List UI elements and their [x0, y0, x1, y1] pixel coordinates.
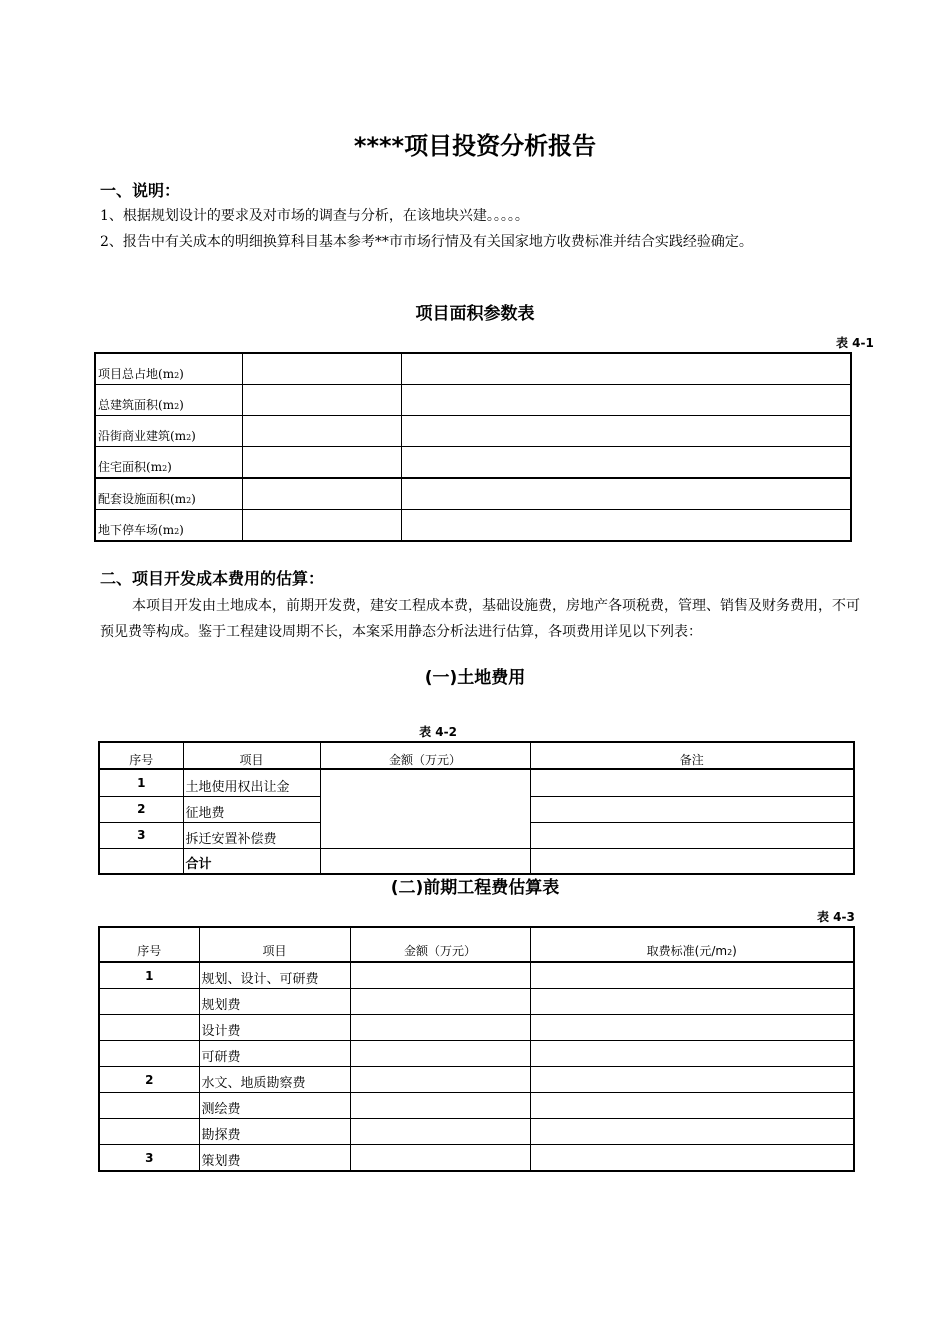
value-cell[interactable]	[243, 353, 402, 385]
table-4-1-caption: 项目面积参数表	[415, 304, 535, 324]
label-text: 项目总占地(	[98, 367, 163, 381]
label-text: 住宅面积(	[98, 460, 151, 474]
table-row	[99, 1119, 854, 1145]
row-item-total: 合计	[183, 848, 320, 874]
table-row	[95, 447, 851, 479]
table-row	[95, 510, 851, 542]
value-cell[interactable]	[243, 385, 402, 416]
amount-cell[interactable]	[350, 1093, 530, 1119]
amount-cell[interactable]	[350, 1145, 530, 1172]
table-4-2-caption: (一)土地费用	[424, 668, 526, 688]
paren-close: )	[179, 398, 184, 412]
row-no: 1	[99, 769, 183, 796]
row-item: 拆迁安置补偿费	[183, 822, 320, 848]
table-4-3-number: 表 4-3	[817, 910, 855, 924]
header-item: 项目	[199, 927, 350, 962]
row-no	[99, 1093, 199, 1119]
value-cell[interactable]	[243, 510, 402, 542]
table-row	[95, 353, 851, 385]
paren-close: )	[732, 944, 737, 958]
table-row	[99, 1015, 854, 1041]
note-cell[interactable]	[402, 416, 852, 447]
fee-standard-cell[interactable]	[530, 1093, 854, 1119]
unit-text: m	[162, 523, 175, 537]
header-remark: 备注	[530, 742, 854, 769]
label-text: 总建筑面积(	[98, 398, 163, 412]
header-no: 序号	[99, 927, 199, 962]
fee-standard-cell[interactable]	[530, 1145, 854, 1172]
header-amount: 金额（万元）	[320, 742, 530, 769]
row-label	[95, 478, 243, 510]
row-item: 征地费	[183, 796, 320, 822]
label-text: 配套设施面积(	[98, 492, 175, 506]
row-label	[95, 510, 243, 542]
table-4-2-number: 表 4-2	[419, 725, 457, 739]
row-item: 策划费	[199, 1145, 350, 1172]
description-item-1: 1、根据规划设计的要求及对市场的调查与分析，在该地块兴建。。。。。	[100, 208, 529, 224]
row-item: 设计费	[199, 1015, 350, 1041]
label-text: 地下停车场(	[98, 523, 163, 537]
amount-cell[interactable]	[350, 1041, 530, 1067]
table-row	[99, 1093, 854, 1119]
row-no: 2	[99, 796, 183, 822]
unit-subscript: 2	[186, 496, 192, 505]
amount-cell[interactable]	[350, 962, 530, 989]
amount-cell[interactable]	[350, 989, 530, 1015]
table-header-row	[99, 742, 854, 769]
unit-subscript: 2	[174, 527, 180, 536]
row-no: 3	[99, 1145, 199, 1172]
row-label	[95, 447, 243, 479]
unit-subscript: 2	[174, 371, 180, 380]
fee-standard-cell[interactable]	[530, 989, 854, 1015]
value-cell[interactable]	[243, 416, 402, 447]
row-item: 水文、地质勘察费	[199, 1067, 350, 1093]
fee-standard-cell[interactable]	[530, 1041, 854, 1067]
header-fee-standard	[530, 927, 854, 962]
unit-subscript: 2	[174, 402, 180, 411]
note-cell[interactable]	[402, 478, 852, 510]
table-row	[95, 478, 851, 510]
row-item: 可研费	[199, 1041, 350, 1067]
row-no	[99, 848, 183, 874]
row-label	[95, 385, 243, 416]
section-heading-cost-estimate: 二、项目开发成本费用的估算：	[100, 569, 325, 588]
section-heading-description: 一、说明：	[100, 181, 181, 200]
fee-standard-cell[interactable]	[530, 1067, 854, 1093]
cost-estimate-paragraph: 本项目开发由土地成本，前期开发费，建安工程成本费，基础设施费，房地产各项税费，管理、销售及财务费用，不可预见费等构成。鉴于工程建设周期不长，本案采用静态分析法进行估算，各项费用详见以下列表：	[100, 598, 860, 640]
amount-cell[interactable]	[350, 1067, 530, 1093]
paren-close: )	[179, 523, 184, 537]
description-item-2: 2、报告中有关成本的明细换算科目基本参考**市市场行情及有关国家地方收费标准并结合实践经验确定。	[100, 234, 753, 250]
table-row	[99, 1067, 854, 1093]
row-no	[99, 1015, 199, 1041]
table-4-3-caption: (二)前期工程费估算表	[390, 878, 560, 898]
paren-close: )	[191, 492, 196, 506]
row-no: 1	[99, 962, 199, 989]
row-no	[99, 1119, 199, 1145]
unit-text: m	[162, 367, 175, 381]
table-row	[99, 1041, 854, 1067]
row-item: 土地使用权出让金	[183, 769, 320, 796]
fee-standard-cell[interactable]	[530, 962, 854, 989]
unit-text: m	[174, 429, 187, 443]
note-cell[interactable]	[402, 510, 852, 542]
note-cell[interactable]	[402, 447, 852, 479]
document-title: ****项目投资分析报告	[353, 132, 597, 160]
remark-cell[interactable]	[530, 769, 854, 796]
paren-close: )	[167, 460, 172, 474]
unit-subscript: 2	[162, 464, 168, 473]
value-cell[interactable]	[243, 447, 402, 479]
fee-standard-text: 取费标准(元/m	[646, 944, 728, 958]
table-row	[99, 989, 854, 1015]
note-cell[interactable]	[402, 353, 852, 385]
table-row	[99, 1145, 854, 1172]
table-row	[99, 848, 854, 874]
amount-cell[interactable]	[320, 848, 530, 874]
row-item: 测绘费	[199, 1093, 350, 1119]
row-item: 勘探费	[199, 1119, 350, 1145]
row-item: 规划、设计、可研费	[199, 962, 350, 989]
unit-text: m	[174, 492, 187, 506]
paren-close: )	[191, 429, 196, 443]
row-label	[95, 353, 243, 385]
header-item: 项目	[183, 742, 320, 769]
row-no: 2	[99, 1067, 199, 1093]
row-label	[95, 416, 243, 447]
unit-subscript: 2	[186, 433, 192, 442]
table-row	[99, 962, 854, 989]
row-no	[99, 989, 199, 1015]
value-cell[interactable]	[243, 478, 402, 510]
row-no	[99, 1041, 199, 1067]
amount-cell[interactable]	[350, 1119, 530, 1145]
table-row	[99, 769, 854, 796]
land-cost-table	[98, 741, 855, 875]
remark-cell[interactable]	[530, 822, 854, 848]
amount-merged-cell[interactable]	[320, 769, 530, 848]
label-text: 沿街商业建筑(	[98, 429, 175, 443]
amount-cell[interactable]	[350, 1015, 530, 1041]
table-header-row	[99, 927, 854, 962]
remark-cell[interactable]	[530, 848, 854, 874]
header-amount: 金额（万元）	[350, 927, 530, 962]
area-parameter-table	[94, 352, 852, 542]
preliminary-cost-table	[98, 926, 855, 1172]
table-row	[95, 416, 851, 447]
note-cell[interactable]	[402, 385, 852, 416]
paren-close: )	[179, 367, 184, 381]
fee-standard-cell[interactable]	[530, 1119, 854, 1145]
row-no: 3	[99, 822, 183, 848]
table-row	[95, 385, 851, 416]
table-4-1-number: 表 4-1	[836, 336, 874, 350]
remark-cell[interactable]	[530, 796, 854, 822]
unit-subscript: 2	[727, 948, 733, 957]
fee-standard-cell[interactable]	[530, 1015, 854, 1041]
unit-text: m	[162, 398, 175, 412]
row-item: 规划费	[199, 989, 350, 1015]
unit-text: m	[150, 460, 163, 474]
header-no: 序号	[99, 742, 183, 769]
